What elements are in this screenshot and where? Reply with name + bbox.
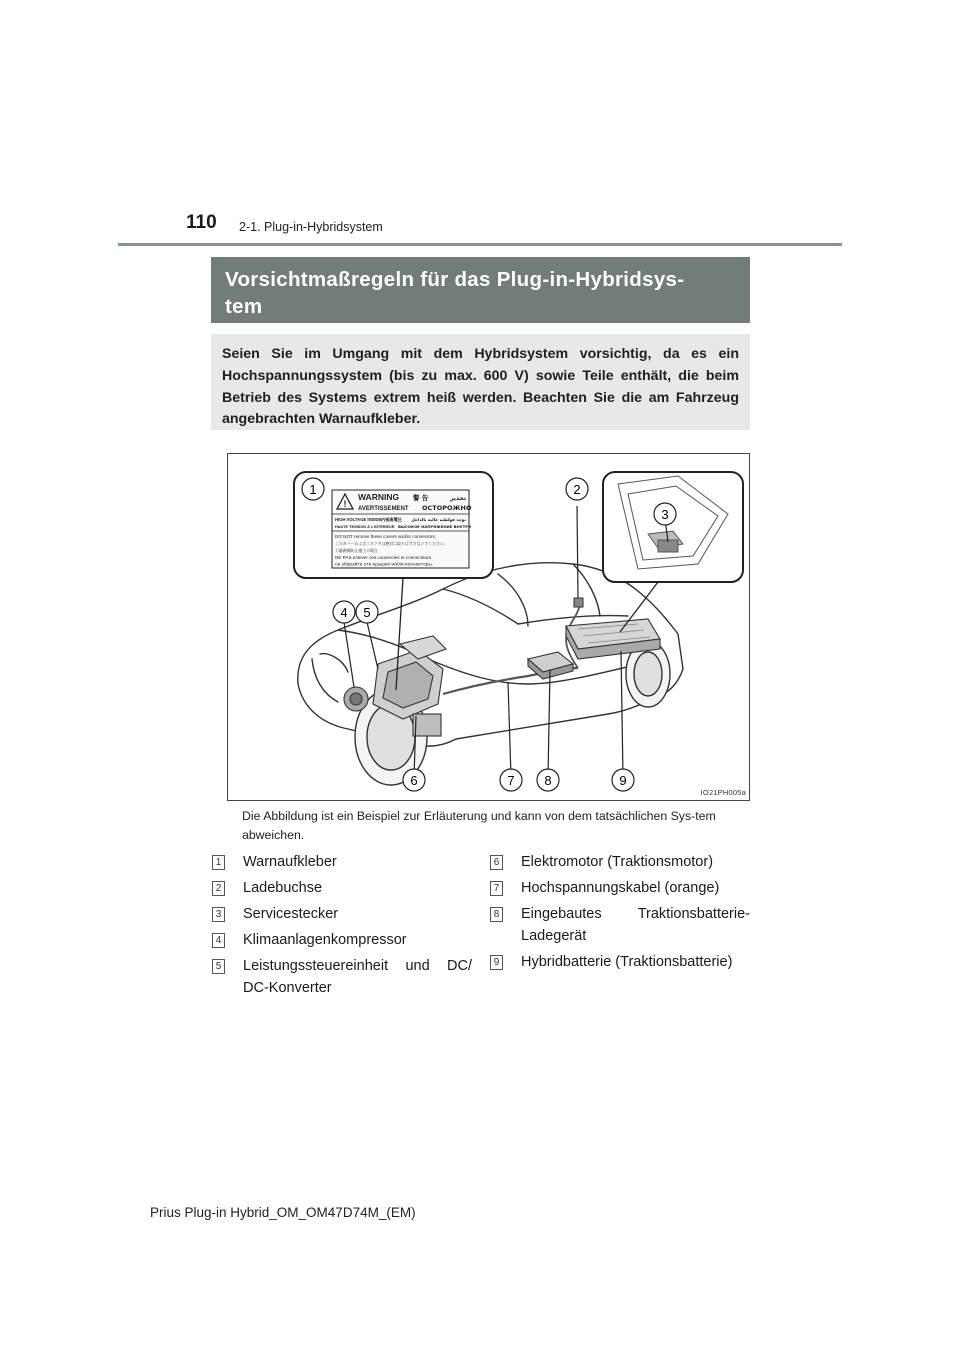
legend-item xyxy=(212,878,472,900)
svg-text:!: ! xyxy=(343,499,347,509)
label-high-voltage: HIGH VOLTAGE INSIDE xyxy=(335,517,382,522)
label-ru-line: не убирайте эти крышки и/или коннекторы. xyxy=(335,561,433,567)
label-jp-line-1: このカバーおよびコネクタは絶対に取りはずさないでください。 xyxy=(335,541,448,546)
legend-number: 4 xyxy=(212,933,225,948)
section-title-line-1: Vorsichtmaßregeln für das Plug-in-Hybridsys- xyxy=(225,268,685,291)
legend-text: Elektromotor (Traktionsmotor) xyxy=(521,854,714,870)
label-warning: WARNING xyxy=(358,492,400,502)
legend-text: Klimaanlagenkompressor xyxy=(243,932,407,948)
legend-text: Hybridbatterie (Traktionsbatterie) xyxy=(521,953,733,970)
callout-3: 3 xyxy=(661,507,669,522)
legend-text: Ladebuchse xyxy=(243,880,323,896)
legend-item xyxy=(212,956,472,999)
charge-inlet xyxy=(574,598,583,607)
legend-number: 3 xyxy=(212,907,225,922)
callout-8: 8 xyxy=(544,773,552,788)
car-outline xyxy=(298,563,683,746)
label-jp-line-2: 不審腐蝕防止施工の場合 xyxy=(335,548,378,553)
hybrid-system-illustration xyxy=(227,453,750,801)
legend-item xyxy=(490,878,750,900)
label-ar-caution: تحذير xyxy=(449,495,466,502)
callout-6: 6 xyxy=(410,773,418,788)
service-plug-inset xyxy=(603,472,743,582)
legend-text: Warnaufkleber xyxy=(243,854,337,870)
legend-text: Hochspannungskabel (orange) xyxy=(521,880,720,896)
intro-text: Seien Sie im Umgang mit dem Hybridsystem vorsichtig, da es ein Hochspannungssystem (bis zu max. 600 V) sowie Teile enthält, die beim Betrieb des Systems extrem heiß werden. Beachten Sie die am Fahrzeug angebrachten Warnaufkleber. xyxy=(211,334,750,430)
car-diagram-svg xyxy=(228,454,749,800)
page-number: 110 xyxy=(186,212,217,233)
label-ar-line: توجد فولطية عالية بالداخل xyxy=(411,517,466,522)
callout-5: 5 xyxy=(363,605,371,620)
legend-item xyxy=(212,852,472,874)
label-do-not: DO NOT remove these covers and/or connectors. xyxy=(335,534,437,539)
figure-caption: Die Abbildung ist ein Beispiel zur Erläuterung und kann von dem tatsächlichen Sys-tem abweichen. xyxy=(242,809,716,842)
section-title-line-2: tem xyxy=(225,295,263,318)
section-reference: 2-1. Plug-in-Hybridsystem xyxy=(239,220,383,234)
legend-number: 9 xyxy=(490,955,503,970)
document-footer: Prius Plug-in Hybrid_OM_OM47D74M_(EM) xyxy=(150,1205,416,1220)
legend-number: 2 xyxy=(212,881,225,896)
callout-2: 2 xyxy=(573,482,581,497)
legend-number: 5 xyxy=(212,959,225,974)
legend-item xyxy=(212,904,472,926)
legend-number: 6 xyxy=(490,855,503,870)
label-warning-jp: 警 告 xyxy=(413,494,429,502)
label-ru-caution: ОСТОРОЖНО xyxy=(422,504,472,512)
legend-item xyxy=(490,904,750,947)
callout-9: 9 xyxy=(619,773,627,788)
legend-right xyxy=(490,852,750,978)
legend-item xyxy=(490,852,750,874)
label-jp-inside: 内部高電圧 xyxy=(381,517,402,522)
header-rule xyxy=(118,243,842,246)
figure-code: IO21PH005a xyxy=(700,788,746,797)
legend-text: Eingebautes Traktionsbatterie-Ladegerät xyxy=(521,906,750,944)
callout-1: 1 xyxy=(309,482,317,497)
legend-number: 7 xyxy=(490,881,503,896)
label-ne-pas: NE PAS enlever ces couvercles et connecteurs. xyxy=(335,555,433,560)
legend-item xyxy=(490,952,750,974)
callout-4: 4 xyxy=(340,605,348,620)
legend-left xyxy=(212,852,472,1004)
warning-label xyxy=(332,490,472,568)
legend-item xyxy=(212,930,472,952)
legend-number: 1 xyxy=(212,855,225,870)
label-ru-high: ВЫСОКОЕ НАПРЯЖЕНИЕ ВНУТРИ xyxy=(398,524,472,529)
legend-number: 8 xyxy=(490,907,503,922)
legend-text: Servicestecker xyxy=(243,906,339,922)
section-title xyxy=(211,257,750,323)
legend-text: Leistungssteuereinheit und DC/ DC-Konverter xyxy=(243,958,472,996)
label-haute-tension: HAUTE TENSION À L'INTÉRIEUR xyxy=(335,525,395,529)
callout-7: 7 xyxy=(507,773,515,788)
label-avertissement: AVERTISSEMENT xyxy=(358,506,409,512)
